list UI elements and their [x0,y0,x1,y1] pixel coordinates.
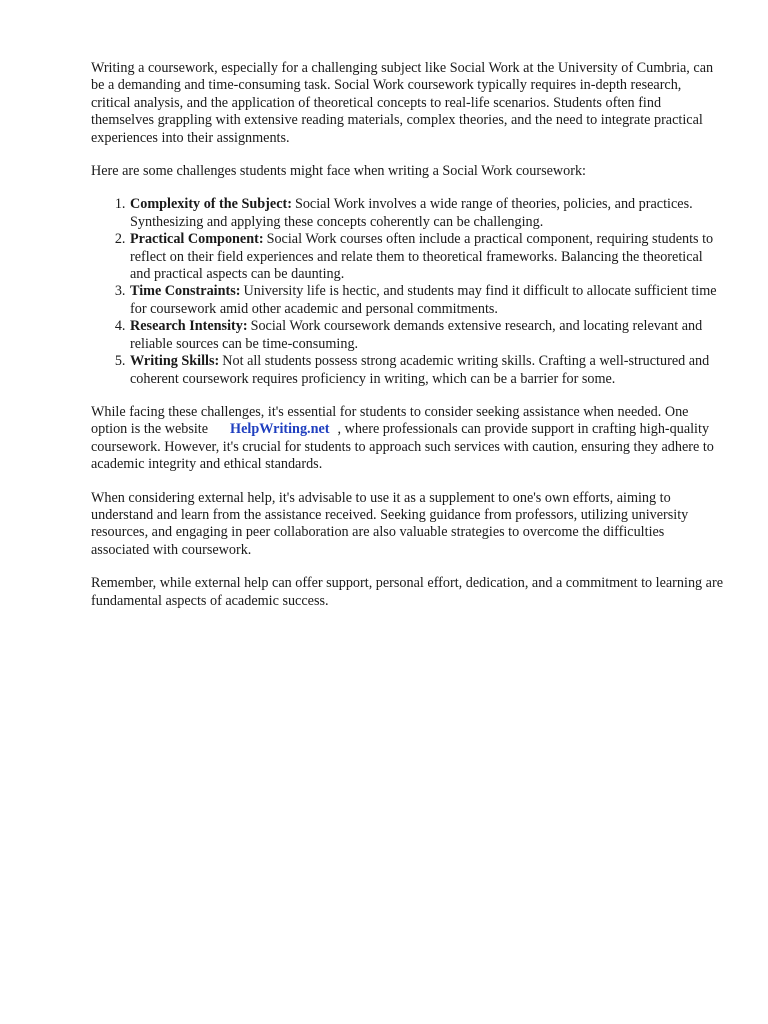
assistance-paragraph [91,404,723,474]
list-item-text: Not all students possess strong academic writing skills. Crafting a well-structured and coherent coursework requires proficiency in writing, which can be a barrier for some. [130,353,710,387]
list-item-term: Writing Skills: [130,353,220,370]
list-item [129,196,723,231]
list-item-term: Practical Component: [130,231,264,248]
list-item-term: Time Constraints: [130,283,241,300]
list-item-text: Social Work involves a wide range of theories, policies, and practices. Synthesizing and applying these concepts coherently can be challenging. [130,196,693,230]
list-item [129,231,723,283]
list-lead-paragraph: Here are some challenges students might face when writing a Social Work coursework: [91,163,587,180]
closing-paragraph: Remember, while external help can offer support, personal effort, dedication, and a commitment to learning are fundamental aspects of academic success. [91,575,723,609]
external-help-paragraph: When considering external help, it's advisable to use it as a supplement to one's own efforts, aiming to understand and learn from the assistance received. Seeking guidance from professors, utilizing university resources, and engaging in peer collaboration are also valuable strategies to overcome the difficulties associated with coursework. [91,489,689,558]
document-page [91,60,723,626]
list-item [129,353,723,388]
list-item-text: University life is hectic, and students may find it difficult to allocate sufficient time for coursework amid other academic and personal commitments. [130,283,717,317]
helpwriting-link[interactable]: HelpWriting.net [230,421,330,438]
intro-paragraph: Writing a coursework, especially for a challenging subject like Social Work at the University of Cumbria, can be a demanding and time-consuming task. Social Work coursework typically requires in-depth research, critical analysis, and the application of theoretical concepts to real-life scenarios. Students often find themselves grappling with extensive reading materials, complex theories, and the need to integrate practical experiences into their assignments. [91,60,714,146]
assistance-text-before: While facing these challenges, it's essential for students to consider seeking assistance when needed. One option is the website [91,403,689,438]
assistance-text-after: , where professionals can provide support in crafting high-quality coursework. However, it's crucial for students to approach such services with caution, ensuring they adhere to academic integrity and ethical standards. [91,421,714,473]
challenges-list [91,196,723,387]
list-item [129,318,723,353]
list-item [129,283,723,318]
list-item-text: Social Work coursework demands extensive research, and locating relevant and reliable sources can be time-consuming. [130,318,703,352]
list-item-term: Complexity of the Subject: [130,196,292,213]
list-item-term: Research Intensity: [130,318,248,335]
list-item-text: Social Work courses often include a practical component, requiring students to reflect on their field experiences and relate them to theoretical frameworks. Balancing the theoretical and practical aspects can be daunting. [130,231,714,283]
